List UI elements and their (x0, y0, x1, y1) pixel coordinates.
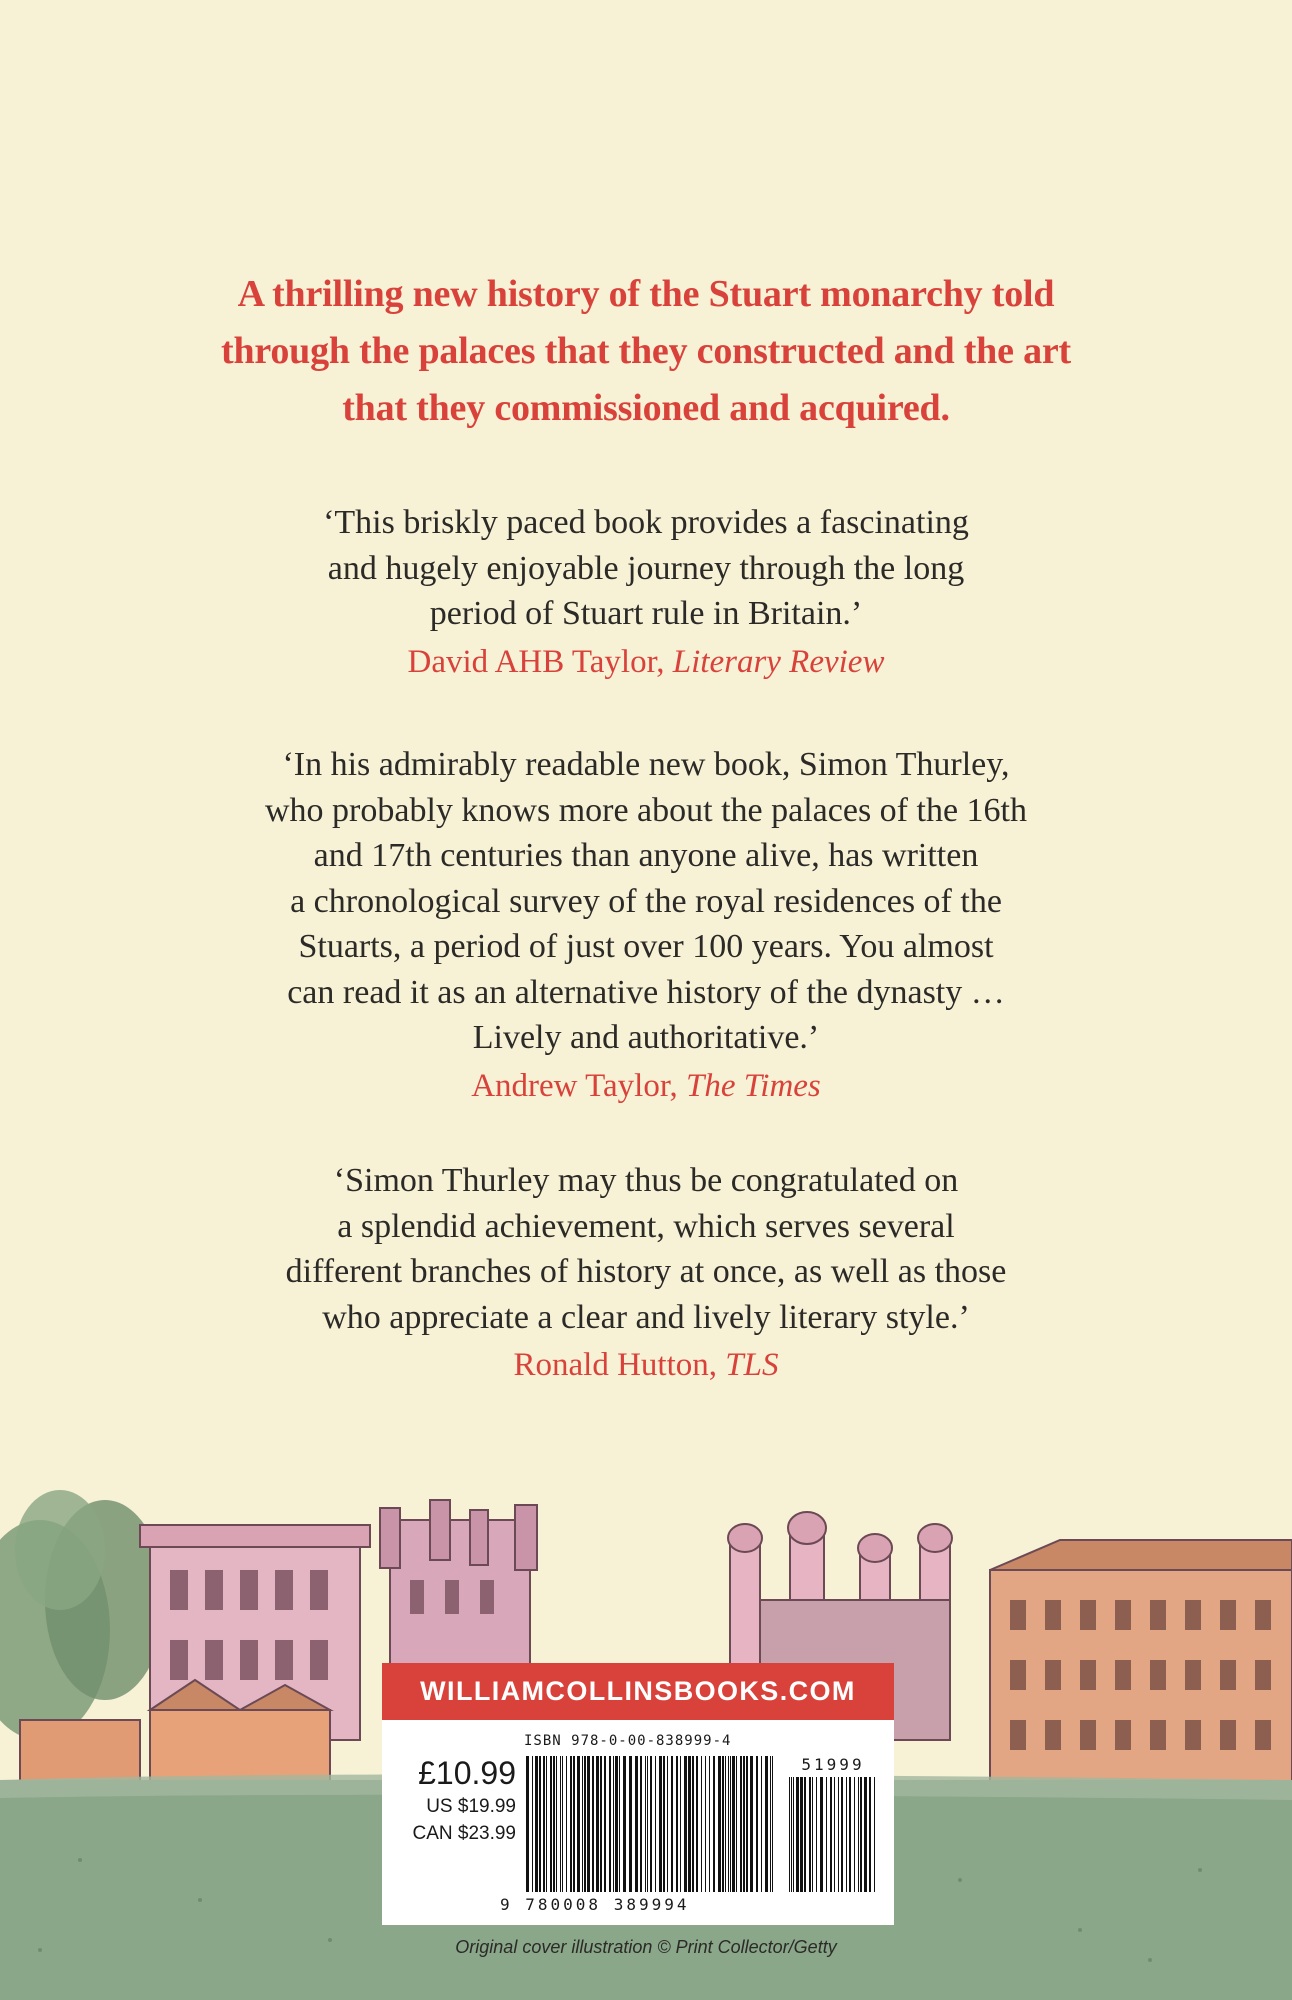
barcode-bar (550, 1756, 552, 1892)
review-quote-tls (146, 1158, 1146, 1388)
barcode-bar (577, 1756, 580, 1892)
barcode-bar (629, 1756, 632, 1892)
barcode-bar (692, 1756, 694, 1892)
barcode-bar (680, 1756, 681, 1892)
barcode-bar (596, 1756, 599, 1892)
barcode-bar (539, 1756, 541, 1892)
quote-line: a splendid achievement, which serves several (337, 1207, 955, 1245)
barcode-bar (854, 1777, 855, 1892)
barcode-bar (676, 1756, 678, 1892)
blurb-line: that they commissioned and acquired. (342, 387, 950, 429)
barcode-bar (834, 1777, 835, 1892)
quote-line: who probably knows more about the palaces of the 16th (265, 791, 1027, 829)
barcode-bar (736, 1756, 737, 1892)
quote-attribution (146, 1342, 1146, 1388)
quote-author: Ronald Hutton, (513, 1347, 726, 1383)
barcode-bar (659, 1756, 662, 1892)
barcode-bar (791, 1777, 792, 1892)
barcode-bar (846, 1777, 847, 1892)
barcode-bar (709, 1756, 710, 1892)
barcode-bar (728, 1756, 729, 1892)
barcode-bar (650, 1756, 652, 1892)
barcode-bar (705, 1756, 706, 1892)
barcode-bar (812, 1777, 813, 1892)
barcode-bar (756, 1756, 758, 1892)
barcode-bar (667, 1756, 668, 1892)
barcode-bar (730, 1756, 731, 1892)
price-gbp: £10.99 (418, 1755, 516, 1791)
barcode-bar (615, 1756, 618, 1892)
quote-text (146, 742, 1146, 1061)
barcode-bar (582, 1756, 583, 1892)
barcode-bar (535, 1756, 538, 1892)
price-barcode-panel (382, 1663, 894, 1925)
barcode-bar (587, 1756, 590, 1892)
barcode-bar (647, 1756, 648, 1892)
barcode-bar (560, 1756, 561, 1892)
barcode-bar (793, 1777, 794, 1892)
barcode-bar (532, 1756, 533, 1892)
barcode-bar (804, 1777, 806, 1892)
barcode-bar (600, 1756, 602, 1892)
barcode-addon-digits: 51999 (801, 1755, 865, 1774)
quote-text (146, 1158, 1146, 1340)
price-can: CAN $23.99 (412, 1823, 516, 1844)
barcode-bar (732, 1756, 735, 1892)
barcode-bar (713, 1756, 715, 1892)
barcode-bar (826, 1777, 827, 1892)
barcode-bar (725, 1756, 726, 1892)
quote-line: a chronological survey of the royal residences of the (290, 882, 1002, 920)
barcode-bar (750, 1756, 753, 1892)
quote-attribution (146, 639, 1146, 685)
barcode-bar (841, 1777, 843, 1892)
barcode-bar (858, 1777, 859, 1892)
barcode-bar (684, 1756, 687, 1892)
quote-line: period of Stuart rule in Britain.’ (429, 595, 863, 632)
barcode-bar (570, 1756, 572, 1892)
blurb-headline (146, 266, 1146, 437)
quote-publication: The Times (686, 1067, 821, 1104)
barcode-bar (526, 1756, 529, 1892)
quote-line: can read it as an alternative history of the dynasty … (287, 973, 1005, 1011)
barcode-bar (663, 1756, 665, 1892)
brick-palace-illustration (990, 1540, 1292, 1800)
barcode-bar (696, 1756, 698, 1892)
barcode-bar (688, 1756, 691, 1892)
quote-line: Lively and authoritative.’ (472, 1019, 820, 1056)
quote-line: ‘In his admirably readable new book, Simon Thurley, (282, 746, 1010, 783)
barcode-bar (864, 1777, 867, 1892)
barcode-bar (869, 1777, 871, 1892)
barcode-bar (860, 1777, 862, 1892)
price-us: US $19.99 (426, 1796, 516, 1817)
barcode-bar (671, 1756, 673, 1892)
quote-author: Andrew Taylor, (471, 1067, 686, 1104)
barcode-bar (613, 1756, 614, 1892)
review-quote-literary-review (146, 500, 1146, 685)
barcode-bar (789, 1777, 790, 1892)
barcode-bar (820, 1777, 823, 1892)
blurb-line: A thrilling new history of the Stuart monarchy told (237, 273, 1055, 315)
barcode-bar (566, 1756, 567, 1892)
barcode-bar (584, 1756, 586, 1892)
price-list (396, 1753, 516, 1847)
quote-line: and hugely enjoyable journey through the long (327, 549, 965, 587)
barcode-bar (743, 1756, 745, 1892)
barcode-bar (800, 1777, 803, 1892)
barcode-bar (635, 1756, 638, 1892)
barcode-bar (761, 1756, 762, 1892)
quote-line: and 17th centuries than anyone alive, has written (313, 837, 979, 874)
barcode-bar (765, 1756, 768, 1892)
barcode-bar (556, 1756, 557, 1892)
barcode-bar (722, 1756, 724, 1892)
illustration-credit: Original cover illustration © Print Collector/Getty (455, 1937, 837, 1957)
barcode-bar (830, 1777, 832, 1892)
isbn-label: ISBN 978-0-00-838999-4 (524, 1733, 732, 1749)
barcode-bar (740, 1756, 742, 1892)
quote-line: Stuarts, a period of just over 100 years. You almost (298, 928, 994, 965)
barcode-bar (609, 1756, 611, 1892)
barcode-bar (816, 1777, 817, 1892)
ean-digits: 9 780008 389994 (500, 1895, 690, 1914)
barcode-bar (546, 1756, 547, 1892)
barcode-bar (553, 1756, 555, 1892)
quote-publication: Literary Review (672, 643, 885, 680)
review-quote-the-times (146, 742, 1146, 1109)
barcode-bar (645, 1756, 646, 1892)
quote-line: ‘Simon Thurley may thus be congratulated on (333, 1162, 959, 1199)
barcode-bar (592, 1756, 594, 1892)
barcode-bar (809, 1777, 811, 1892)
barcode-bar (655, 1756, 656, 1892)
barcode-bar (796, 1777, 799, 1892)
barcode-bar (746, 1756, 748, 1892)
barcode-bar (619, 1756, 620, 1892)
barcode-bar (772, 1756, 773, 1892)
barcode-bar (543, 1756, 545, 1892)
addon-barcode (787, 1777, 879, 1892)
barcode-bar (701, 1756, 702, 1892)
quote-author: David AHB Taylor, (407, 643, 673, 680)
barcode-bar (573, 1756, 575, 1892)
quote-text (146, 500, 1146, 637)
ean-barcode (524, 1756, 776, 1892)
quote-line: ‘This briskly paced book provides a fascinating (323, 504, 969, 541)
barcode-bar (562, 1756, 563, 1892)
quote-publication: TLS (725, 1347, 779, 1383)
barcode-bar (623, 1756, 626, 1892)
barcode-bar (838, 1777, 839, 1892)
barcode-bar (604, 1756, 606, 1892)
barcode-bar (770, 1756, 771, 1892)
quote-line: different branches of history at once, as well as those (285, 1253, 1007, 1290)
quote-attribution (146, 1063, 1146, 1109)
blurb-line: through the palaces that they constructed and the art (220, 330, 1071, 372)
barcode-bar (718, 1756, 721, 1892)
barcode-bar (874, 1777, 875, 1892)
barcode-bar (849, 1777, 851, 1892)
barcode-bar (640, 1756, 642, 1892)
quote-line: who appreciate a clear and lively literary style.’ (322, 1298, 970, 1336)
publisher-url[interactable]: WILLIAMCOLLINSBOOKS.COM (382, 1663, 894, 1720)
